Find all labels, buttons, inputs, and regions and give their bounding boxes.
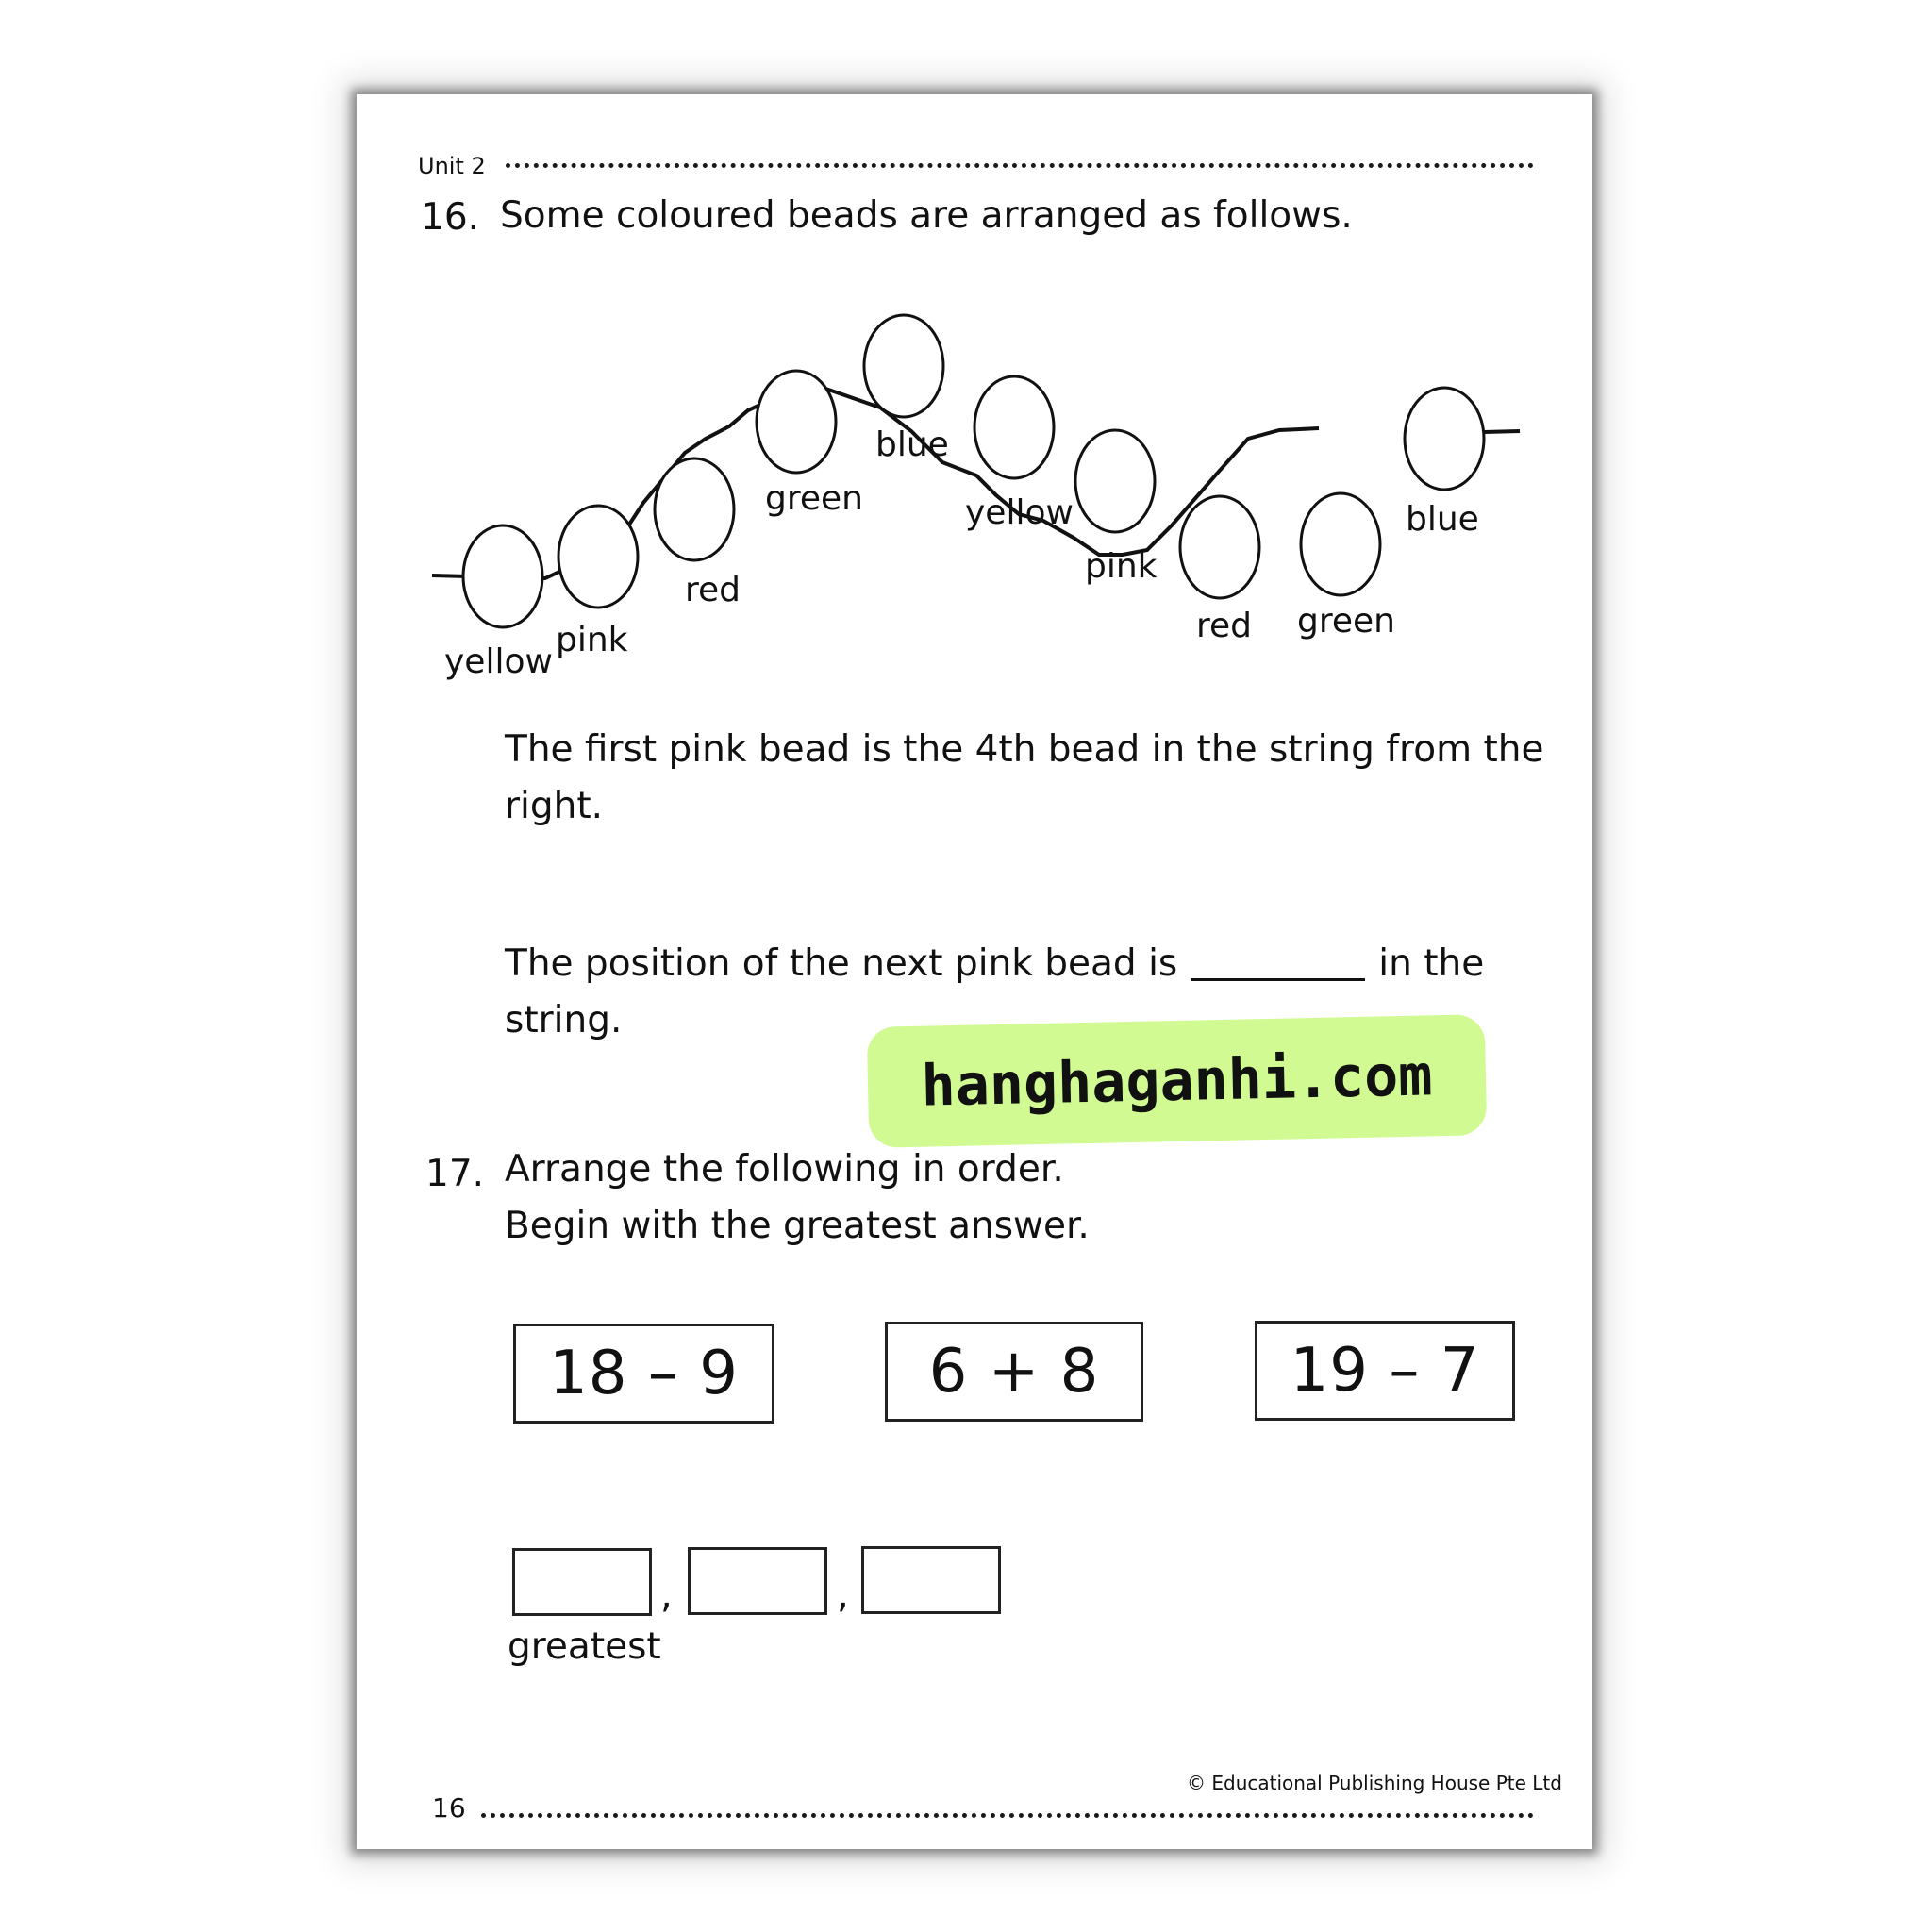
bead [1301,493,1380,595]
question-17-number: 17. [425,1153,485,1195]
bead [558,506,638,608]
answer-box-2[interactable] [688,1547,827,1615]
unit-label: Unit 2 [418,153,486,179]
bead [864,315,943,417]
footer-dotted-rule [481,1813,1534,1818]
answer-box-3[interactable] [861,1546,1001,1614]
expression-card: 18 – 9 [513,1324,774,1424]
fill-in-text: The position of the next pink bead is [505,942,1178,985]
bead-label: blue [1406,500,1479,539]
fill-in-text: string. [505,999,623,1041]
statement-line: The first pink bead is the 4th bead in the string from the [505,728,1544,771]
bead-label: green [765,479,863,518]
bead-string-diagram [357,94,1592,698]
bead [1075,430,1155,532]
bead-label: red [1196,607,1253,645]
separator-comma: , [837,1574,849,1617]
watermark-badge [867,1014,1488,1148]
separator-comma: , [660,1574,673,1617]
bead [1405,388,1484,490]
question-16-prompt: Some coloured beads are arranged as follows. [500,194,1353,237]
greatest-label: greatest [508,1625,661,1668]
bead-label: pink [556,621,628,659]
worksheet-page [357,94,1592,1849]
page-number: 16 [432,1792,466,1824]
copyright-notice: © Educational Publishing House Pte Ltd [1187,1772,1562,1794]
statement-line: right. [505,785,604,827]
expression-card: 19 – 7 [1255,1321,1515,1421]
bead-string-end [1484,431,1520,432]
bead-label: pink [1085,547,1158,586]
bead [1180,496,1259,598]
bead [655,458,734,560]
bead-label: yellow [444,642,553,681]
bead-label: blue [875,425,949,464]
bead-label: red [685,571,741,609]
question-16-number: 16. [421,196,480,239]
answer-blank-16[interactable] [1191,978,1365,981]
prompt-line: Begin with the greatest answer. [505,1205,1090,1247]
prompt-line: Arrange the following in order. [505,1148,1064,1191]
bead [974,376,1054,478]
watermark-text: hanghaganhi.com [920,1042,1434,1120]
bead [757,371,836,473]
fill-in-text: in the [1378,942,1485,985]
bead-label: green [1297,602,1395,641]
bead-label: yellow [965,493,1074,532]
question-17-prompt [505,1141,1090,1255]
expression-card: 6 + 8 [885,1322,1143,1422]
bead [463,525,542,627]
answer-box-1[interactable] [512,1548,652,1616]
question-16-statement [505,722,1543,835]
